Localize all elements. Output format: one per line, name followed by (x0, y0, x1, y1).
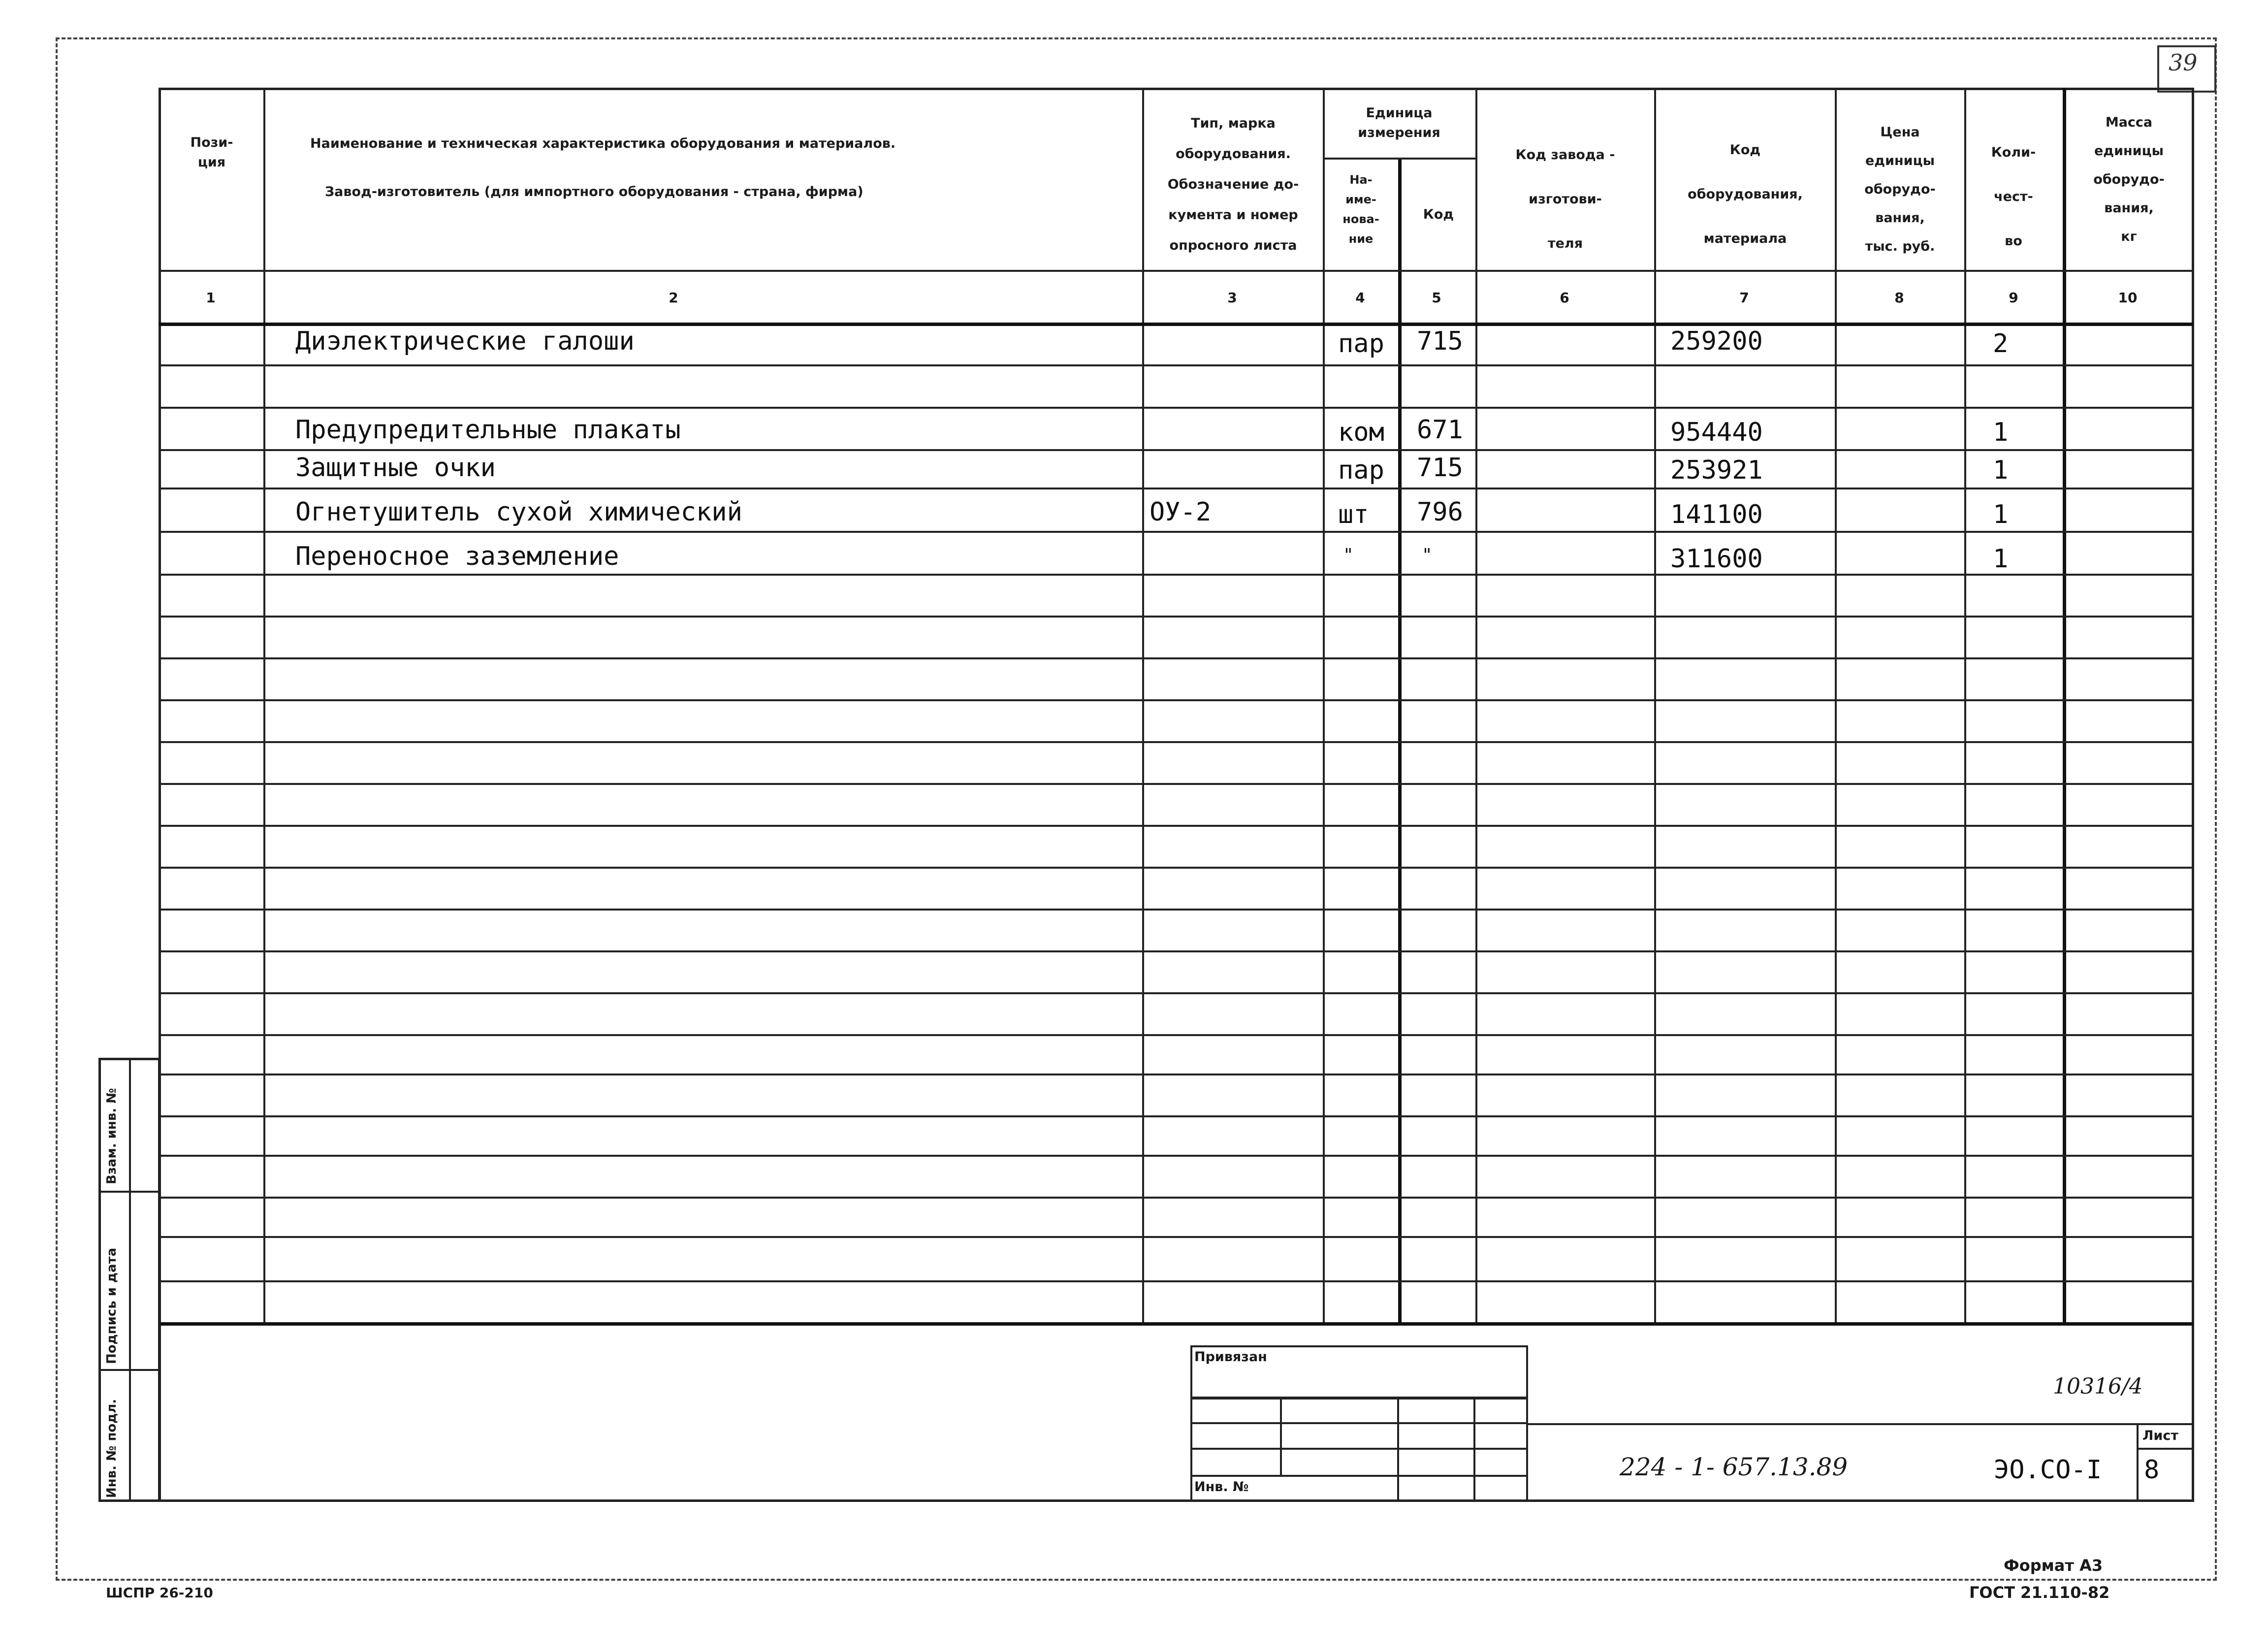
row-unit-code: 715 (1417, 326, 1463, 356)
format-label: Формат А3 (2004, 1556, 2103, 1575)
row-name: Предупредительные плакаты (295, 415, 681, 445)
row-line (159, 574, 2193, 576)
row-qty: 2 (1993, 329, 2009, 358)
inv-no-label: Инв. № (1194, 1479, 1249, 1495)
side-stamp-divider (129, 1058, 131, 1502)
row-unit-code: 671 (1417, 415, 1463, 445)
colnum-bottom (159, 323, 2193, 326)
header-col10 (2066, 108, 2192, 251)
row-line (159, 867, 2193, 869)
row-unit: шт (1338, 500, 1369, 529)
row-unit-code: " (1422, 545, 1433, 565)
row-equip-code: 141100 (1670, 500, 1763, 529)
row-line (159, 950, 2193, 952)
header-col6-line: изготови- (1529, 192, 1602, 207)
row-line (159, 825, 2193, 827)
side-stamp-divider (98, 1369, 160, 1371)
side-stamp-divider (98, 1191, 160, 1193)
row-unit-code: 796 (1417, 497, 1463, 527)
stamp-line (1190, 1397, 1528, 1400)
row-type: ОУ-2 (1150, 497, 1212, 527)
row-line (159, 741, 2193, 743)
row-line (159, 488, 2193, 489)
header-col2-line1: Наименование и техническая характеристика оборудования и материалов. (310, 136, 896, 151)
page-number: 39 (2169, 49, 2198, 76)
colnum: 5 (1432, 290, 1441, 306)
row-line (159, 1197, 2193, 1199)
row-name: Огнетушитель сухой химический (295, 497, 742, 527)
table-bottom (159, 1322, 2193, 1326)
row-qty: 1 (1993, 418, 2009, 447)
row-line (159, 909, 2193, 911)
stamp-vline (1473, 1397, 1475, 1502)
sheet-code: ЭО.СО-I (1994, 1455, 2102, 1485)
row-line (159, 531, 2193, 533)
row-line (159, 992, 2193, 994)
header-col10-line: кг (2121, 229, 2137, 244)
row-line (159, 1155, 2193, 1157)
header-col9-line: Коли- (1991, 145, 2036, 160)
row-line (159, 1236, 2193, 1238)
header-col10-line: Масса (2105, 115, 2153, 130)
header-col9-line: чест- (1994, 189, 2033, 204)
header-col3 (1145, 108, 1322, 261)
colnum: 4 (1355, 290, 1365, 306)
header-col10-line: оборудо- (2093, 172, 2165, 187)
header-col8 (1837, 118, 1963, 261)
header-col7-line: оборудования, (1688, 187, 1803, 202)
colnum: 7 (1739, 290, 1749, 306)
col-line (1654, 88, 1656, 1324)
row-equip-code: 311600 (1670, 544, 1763, 574)
row-line (159, 1115, 2193, 1117)
header-col3-line: Тип, марка (1191, 116, 1276, 131)
header-col3-line: оборудования. (1176, 146, 1291, 162)
row-line (159, 1034, 2193, 1036)
header-col3-line: кумента и номер (1168, 207, 1298, 223)
side-label-podpis: Подпись и дата (104, 1247, 119, 1364)
archive-number: 10316/4 (2053, 1374, 2143, 1399)
colnum: 9 (2009, 290, 2018, 306)
header-col4-line: ние (1348, 232, 1374, 246)
col-line (1398, 158, 1402, 1324)
header-col8-line: тыс. руб. (1865, 239, 1935, 254)
row-equip-code: 259200 (1670, 326, 1763, 356)
header-col1-line: ция (197, 155, 226, 170)
header-col45-line: измерения (1358, 125, 1440, 140)
row-line (159, 407, 2193, 409)
header-col6-line: теля (1547, 236, 1583, 251)
row-name: Диэлектрические галоши (295, 326, 635, 356)
header-col7-line: материала (1703, 231, 1787, 246)
col-line (2192, 88, 2194, 1324)
privyazan-label: Привязан (1194, 1349, 1267, 1365)
col-line (1964, 88, 1966, 1324)
header-col45 (1325, 103, 1473, 143)
row-qty: 1 (1993, 456, 2009, 485)
header-col4 (1325, 170, 1397, 249)
col-line (1835, 88, 1837, 1324)
header-col5: Код (1423, 207, 1454, 222)
colnum: 2 (669, 290, 678, 306)
colnum: 10 (2118, 290, 2138, 306)
side-label-vzam: Взам. инв. № (104, 1088, 119, 1184)
stamp-vline (1397, 1397, 1399, 1502)
stamp-line (1190, 1448, 1528, 1450)
header-col4-line: нова- (1342, 212, 1379, 226)
row-line (159, 616, 2193, 618)
header-col1-line: Пози- (190, 135, 233, 150)
row-unit: пар (1338, 456, 1384, 485)
row-line (159, 783, 2193, 785)
stamp-vline (1280, 1397, 1282, 1475)
row-line (159, 364, 2193, 366)
row-line (159, 699, 2193, 701)
row-line (159, 1074, 2193, 1075)
colnum: 8 (1894, 290, 1904, 306)
header-col9 (1967, 130, 2060, 263)
row-unit-code: 715 (1417, 453, 1463, 483)
gost-label: ГОСТ 21.110-82 (1969, 1583, 2110, 1598)
header-col9-line: во (2005, 233, 2022, 249)
row-equip-code: 253921 (1670, 456, 1763, 485)
colnum: 3 (1227, 290, 1237, 306)
col-line (263, 88, 265, 1324)
col-line (1323, 88, 1325, 1324)
header-col7-line: Код (1729, 142, 1761, 158)
row-unit: ком (1338, 418, 1384, 447)
sheet-label: Лист (2142, 1428, 2178, 1443)
header-col8-line: единицы (1865, 153, 1935, 168)
header-col8-line: вания, (1875, 210, 1925, 226)
header-col1 (162, 133, 261, 172)
header-col4-line: На- (1349, 173, 1373, 187)
colnum: 1 (206, 290, 216, 306)
row-name: Переносное заземление (295, 542, 619, 571)
row-line (159, 1280, 2193, 1282)
col-line (1475, 88, 1477, 1324)
header-col10-line: вания, (2104, 200, 2154, 216)
header-col6 (1478, 133, 1653, 266)
header-col8-line: оборудо- (1864, 182, 1936, 197)
col-line (1142, 88, 1144, 1324)
row-unit: пар (1338, 329, 1384, 358)
row-name: Защитные очки (295, 453, 496, 483)
header-col7 (1657, 128, 1834, 261)
col-line (2063, 88, 2066, 1324)
unit-header-divider (1323, 158, 1475, 160)
header-col3-line: опросного листа (1169, 238, 1297, 253)
header-col4-line: име- (1345, 193, 1376, 206)
header-col10-line: единицы (2094, 143, 2164, 159)
row-line (159, 449, 2193, 451)
header-col2-line2: Завод-изготовитель (для импортного оборудования - страна, фирма) (325, 184, 863, 199)
doc-number: 224 - 1- 657.13.89 (1620, 1453, 1848, 1481)
row-qty: 1 (1993, 500, 2009, 529)
sheet-number: 8 (2144, 1455, 2160, 1485)
header-col6-line: Код завода - (1515, 147, 1615, 163)
left-footer-note: ШСПР 26-210 (106, 1585, 213, 1597)
row-qty: 1 (1993, 544, 2009, 574)
header-col3-line: Обозначение до- (1167, 177, 1299, 192)
stamp-line (1190, 1475, 1528, 1477)
title-block-top (1528, 1423, 2193, 1425)
header-bottom (159, 270, 2193, 272)
row-line (159, 657, 2193, 659)
header-col8-line: Цена (1880, 125, 1920, 140)
title-block-line (2137, 1448, 2193, 1450)
row-equip-code: 954440 (1670, 418, 1763, 447)
stamp-line (1190, 1422, 1528, 1424)
colnum: 6 (1560, 290, 1569, 306)
row-unit: " (1343, 545, 1354, 565)
title-block-vline (2137, 1423, 2139, 1502)
side-label-inv: Инв. № подл. (104, 1399, 119, 1498)
header-col45-line: Единица (1366, 105, 1433, 121)
